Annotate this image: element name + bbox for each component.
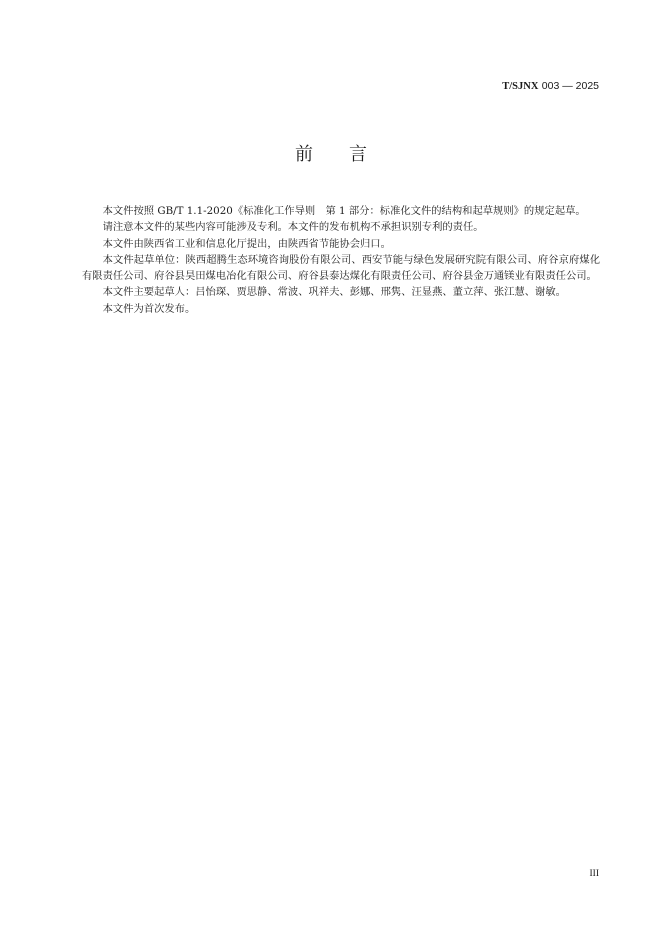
paragraph-drafting-units: 本文件起草单位：陕西超腾生态环境咨询股份有限公司、西安节能与绿色发展研究院有限公司、府谷京府煤化有限责任公司、府谷县昊田煤电冶化有限公司、府谷县泰达煤化有限责任公司、府谷县金万通镁业有限责任公司。	[82, 253, 600, 283]
standard-number: 003 — 2025	[541, 80, 599, 92]
paragraph-proposer: 本文件由陕西省工业和信息化厅提出，由陕西省节能协会归口。	[102, 237, 391, 250]
page-number: III	[589, 869, 599, 879]
paragraph-first-release: 本文件为首次发布。	[102, 302, 196, 315]
standard-prefix: T/SJNX	[502, 81, 539, 92]
paragraph-drafting-rules: 本文件按照 GB/T 1.1-2020《标准化工作导则 第 1 部分：标准化文件的结构和起草规则》的规定起草。	[102, 205, 586, 217]
page-title: 前言	[295, 144, 403, 165]
document-body	[82, 203, 600, 317]
paragraph-patent-notice: 请注意本文件的某些内容可能涉及专利。本文件的发布机构不承担识别专利的责任。	[102, 221, 484, 234]
standard-code	[502, 79, 599, 94]
paragraph-drafters: 本文件主要起草人：吕怡琛、贾思静、常波、巩祥夫、彭娜、邢隽、汪显燕、董立萍、张江慧、谢敏。	[102, 286, 566, 299]
